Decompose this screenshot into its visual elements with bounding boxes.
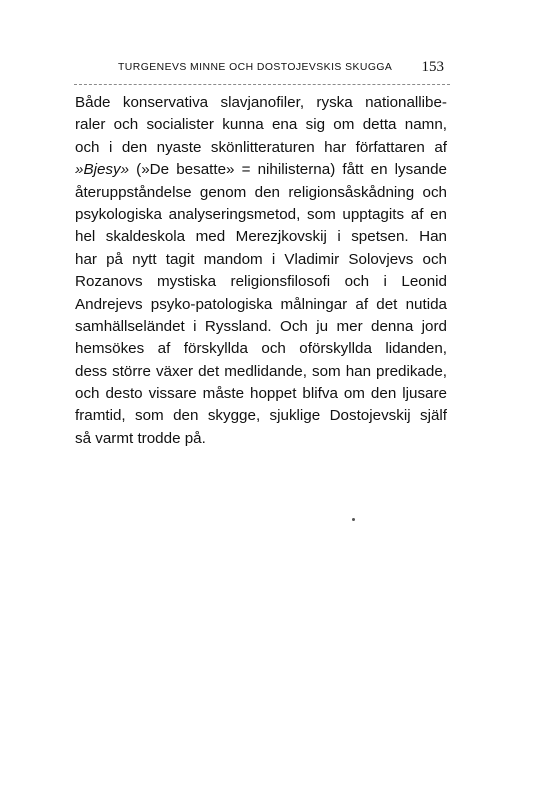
text-line: samhällseländet i Ryssland. Och ju mer denna jord: [75, 317, 447, 335]
page-number: 153: [421, 59, 444, 75]
body-paragraph: [75, 92, 447, 450]
text-line-rest: (»De besatte» = nihilisterna) fått en lysande: [129, 161, 447, 179]
running-head: [118, 60, 444, 76]
ink-speck: [352, 518, 355, 521]
text-line: Rozanovs mystiska religionsfilosofi och i Leonid: [75, 273, 447, 291]
header-rule: [74, 84, 450, 85]
text-line: Både konservativa slavjanofiler, ryska nationallibe-: [75, 94, 447, 111]
text-line: raler och socialister kunna ena sig om detta namn,: [75, 116, 447, 134]
text-line: framtid, som den skygge, sjuklige Dostojevskij själf: [75, 407, 447, 425]
text-line: [75, 159, 447, 181]
text-line: har på nytt tagit mandom i Vladimir Solovjevs och: [75, 250, 447, 268]
text-line-last: så varmt trodde på.: [75, 429, 206, 447]
text-line: Andrejevs psyko-patologiska målningar af det nutida: [75, 295, 447, 313]
running-title: TURGENEVS MINNE OCH DOSTOJEVSKIS SKUGGA: [118, 62, 393, 73]
text-line: återuppståndelse genom den religionsåskådning och: [75, 183, 447, 201]
text-line: och desto vissare måste hoppet blifva om den ljusare: [75, 385, 447, 403]
text-line: hemsökes af förskyllda och oförskyllda lidanden,: [75, 340, 447, 358]
text-line: psykologiska analyseringsmetod, som upptagits af en: [75, 205, 447, 223]
text-line: och i den nyaste skönlitteraturen har författaren af: [75, 138, 447, 156]
work-title-italic: »Bjesy»: [75, 161, 130, 179]
text-line: dess större växer det medlidande, som han predikade,: [75, 362, 447, 380]
text-line: hel skaldeskola med Merezjkovskij i spetsen. Han: [75, 228, 447, 246]
